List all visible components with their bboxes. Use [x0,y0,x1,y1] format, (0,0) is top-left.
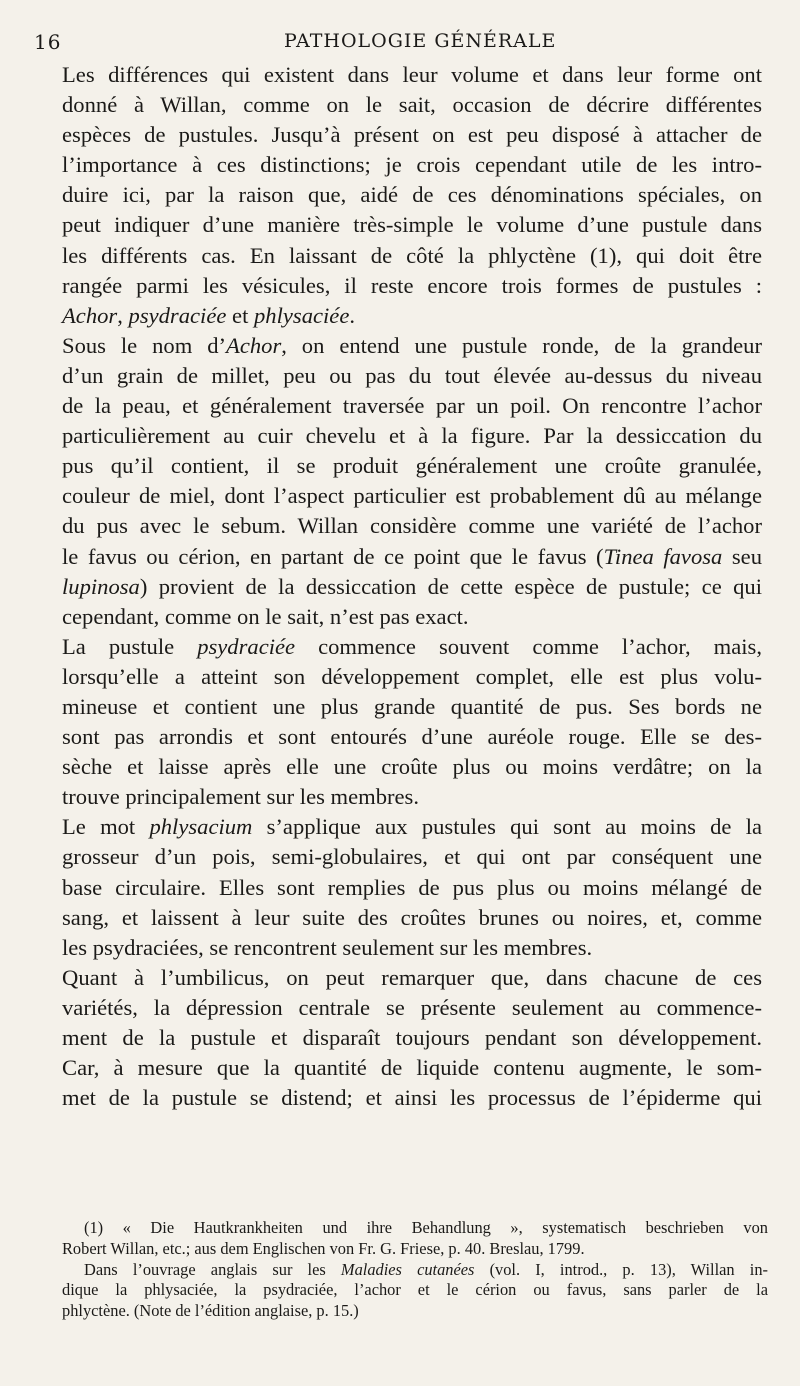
italic-term: phlysacium [149,814,253,840]
body-line: les psydraciées, se rencontrent seulement sur les membres. [62,934,593,960]
text-run: . [349,302,356,328]
italic-term: Achor [226,332,282,358]
body-line: d’un grain de millet, peu ou pas du tout élevée au-dessus du niveau [62,362,762,388]
body-line [62,632,762,662]
footnote-line: phlyctène. (Note de l’édition anglaise, p. 15.) [62,1301,359,1321]
page-number: 16 [34,30,62,54]
body-line [62,812,762,842]
page-header [34,30,760,60]
body-line: cependant, comme on le sait, n’est pas exact. [62,603,469,629]
body-line [62,301,762,331]
footnote-line: (1) « Die Hautkrankheiten und ihre Behandlung », systematisch beschrieben von [84,1218,768,1237]
body-text [62,60,762,1113]
body-line: rangée parmi les vésicules, il reste encore trois formes de pustules : [62,272,762,298]
body-line: du pus avec le sebum. Willan considère comme une variété de l’achor [62,513,762,539]
footnote-line: dique la phlysaciée, la psydraciée, l’achor et le cérion ou favus, sans parler de la [62,1280,768,1300]
text-run: Dans l’ouvrage anglais sur les [84,1259,341,1279]
footnotes [62,1218,768,1322]
text-run: , [117,302,129,328]
italic-term: lupinosa [62,573,140,599]
body-line: l’importance à ces distinctions; je crois cependant utile de les intro- [62,152,762,178]
text-run: ) provient de la dessiccation de cette espèce de pustule; ce qui [139,573,762,599]
italic-term: psydraciée [128,302,227,328]
text-run: commence souvent comme l’achor, mais, [295,633,762,659]
text-run: s’applique aux pustules qui sont au moins de la [252,814,763,840]
body-line: sont pas arrondis et sont entourés d’une auréole rouge. Elle se des- [62,724,762,750]
footnote-line [62,1260,768,1281]
body-line: trouve principalement sur les membres. [62,784,419,810]
body-line: duire ici, par la raison que, aidé de ces dénominations spéciales, on [62,182,762,208]
text-run: La pustule [62,633,198,659]
body-line: variétés, la dépression centrale se présente seulement au commence- [62,994,762,1020]
body-line: donné à Willan, comme on le sait, occasion de décrire différentes [62,92,762,118]
text-run: , on entend une pustule ronde, de la grandeur [281,332,762,358]
text-run: Le mot [62,814,150,840]
body-line: pus qu’il contient, il se produit généralement une croûte granulée, [62,453,762,479]
text-run: seu [722,543,762,569]
body-line: Les différences qui existent dans leur volume et dans leur forme ont [62,62,762,87]
body-line: espèces de pustules. Jusqu’à présent on est peu disposé à attacher de [62,122,762,148]
text-run: (vol. I, introd., p. 13), Willan in- [474,1259,768,1279]
body-line: grosseur d’un pois, semi-globulaires, et qui ont par conséquent une [62,844,762,870]
italic-term: Tinea favosa [603,543,723,569]
running-title: PATHOLOGIE GÉNÉRALE [284,30,557,52]
body-line: peut indiquer d’une manière très-simple le volume d’une pustule dans [62,212,762,238]
body-line [62,572,762,602]
body-line [62,542,762,572]
body-line: sang, et laissent à leur suite des croûtes brunes ou noires, et, comme [62,904,762,930]
body-line: couleur de miel, dont l’aspect particulier est probablement dû au mélange [62,483,762,509]
text-run: Sous le nom d’ [62,332,227,358]
body-line: lorsqu’elle a atteint son développement complet, elle est plus volu- [62,663,762,689]
footnote-line: Robert Willan, etc.; aus dem Englischen von Fr. G. Friese, p. 40. Breslau, 1799. [62,1238,585,1258]
body-line: de la peau, et généralement traversée par un poil. On rencontre l’achor [62,393,762,419]
body-line: Quant à l’umbilicus, on peut remarquer que, dans chacune de ces [62,964,762,990]
italic-term: Achor [62,302,118,328]
body-line: les différents cas. En laissant de côté la phlyctène (1), qui doit être [62,242,762,268]
italic-term: phlysaciée [254,302,350,328]
body-line: sèche et laisse après elle une croûte plus ou moins verdâtre; on la [62,754,762,780]
italic-term: psydraciée [197,633,296,659]
body-line: particulièrement au cuir chevelu et à la figure. Par la dessiccation du [62,423,762,449]
body-line: Car, à mesure que la quantité de liquide contenu augmente, le som- [62,1055,762,1081]
body-line: base circulaire. Elles sont remplies de pus plus ou moins mélangé de [62,874,762,900]
body-line [62,331,762,361]
body-line: ment de la pustule et disparaît toujours pendant son développement. [62,1025,762,1050]
body-line: met de la pustule se distend; et ainsi les processus de l’épiderme qui [62,1085,762,1111]
text-run: et [226,302,254,328]
body-line: mineuse et contient une plus grande quantité de pus. Ses bords ne [62,693,762,719]
text-run: le favus ou cérion, en partant de ce point que le favus ( [62,543,604,569]
italic-term: Maladies cutanées [340,1259,475,1279]
